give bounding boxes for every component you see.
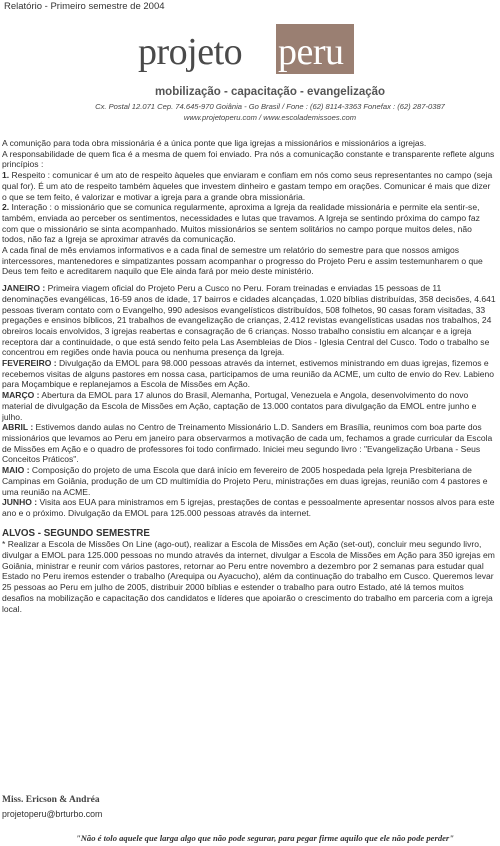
month-label: JUNHO : bbox=[2, 497, 38, 508]
report-label: Relatório - Primeiro semestre de 2004 bbox=[4, 1, 165, 12]
principle-respeito: 1. Respeito : comunicar é um ato de respeito àqueles que enviaram e confiam em nós como seus representantes no campo (seja qual for). É um ato de respeito também àqueles que investem dinheiro e gastam tempo em orações. Comunicar é mais que dizer o que se tem feito, é valorizar e motivar a igreja para a grande obra missionária. bbox=[2, 170, 493, 202]
contact-address: Cx. Postal 12.071 Cep. 74.645-970 Goiânia - Go Brasil / Fone : (62) 8114-3363 Fonefax : (62) 287-0387 bbox=[95, 102, 445, 111]
month-junho: JUNHO : Visita aos EUA para ministramos em 5 igrejas, prestações de contas e pessoalmente apresentar nossos alvos para este ano e o próximo. Divulgação da EMOL para 125.000 pessoas através da internet. bbox=[2, 497, 495, 518]
month-maio: MAIO : Composição do projeto de uma Escola que dará início em fevereiro de 2005 hospedada pela Igreja Presbiteriana de Campinas em Goiânia, produção de um CD multimídia do Projeto Peru, ministrações em duas igrejas, reunião com 4 pastores e uma reunião na ACME. bbox=[2, 465, 488, 497]
month-label: FEVEREIRO : bbox=[2, 358, 57, 369]
projeto-peru-logo bbox=[138, 20, 378, 80]
month-label: JANEIRO : bbox=[2, 283, 46, 294]
contact-email: projetoperu@brturbo.com bbox=[2, 809, 103, 819]
tagline: mobilização - capacitação - evangelização bbox=[154, 86, 386, 98]
logo-text-peru: peru bbox=[278, 31, 344, 73]
goals-title: ALVOS - SEGUNDO SEMESTRE bbox=[2, 527, 150, 539]
principle-number: 1. bbox=[2, 170, 10, 181]
report-body bbox=[2, 138, 496, 614]
month-abril: ABRIL : Estivemos dando aulas no Centro de Treinamento Missionário L.D. Sanders em Brasília, reunimos com boa parte dos missionários que levamos ao Peru em janeiro para observarmos a motivação de cada um, fechamos a grade curricular da Escola de Missões em Ação e o quadro de professores foi todo confirmado. Iniciei meu segundo livro : "Evangelização Urbana - Seus Conceitos Práticos". bbox=[2, 422, 493, 465]
month-marco: MARÇO : Abertura da EMOL para 17 alunos do Brasil, Alemanha, Portugal, Venezuela e Angola, desenvolvimento do novo material de divulgação da Escola de Missões em Ação, captação de 13.000 contatos para divulgação da EMOL entre junho e julho. bbox=[2, 390, 477, 422]
logo-text-projeto: projeto bbox=[138, 31, 243, 73]
contact-websites: www.projetoperu.com / www.escolademissoes.com bbox=[183, 112, 357, 122]
principle-interacao: 2. Interação : o missionário que se comunica regularmente, aproxima a Igreja da realidade missionária e permite ela sentir-se, também, enviada ao perceber os sentimentos, necessidades e lutas que travamos. A Igreja se sentindo próxima do campo faz com que o missionário se sinta acompanhado. Muitos missionários se sentem solitários no campo porque muitos deles, não todos, não faz a Igreja se aproximar através da comunicação. bbox=[2, 202, 480, 245]
signature: Miss. Ericson & Andréa bbox=[2, 795, 100, 805]
goals-text: * Realizar a Escola de Missões On Line (ago-out), realizar a Escola de Missões em Ação (set-out), concluir meu segundo livro, divulgar a EMOL para 125.000 pessoas no mundo através da internet, divulgar a Escola de Missões em Ação para 350 igrejas em Goiânia, ministrar e reunir com vários pastores, retornar ao Peru entre novembro a dezembro por 2 semanas para estudar qual Estado no Peru iremos estender o trabalho (Arequipa ou Ayacucho), além da continuação do trabalho em Cusco. Queremos levar 25 pessoas ao Peru em julho de 2005, distribuir 2000 bíblias e estender o trabalho para outro Estado, até lá temos muitos desafios na mobilização e capacitação dos candidatos e líderes que apoiarão o crescimento do trabalho em parceria com a igreja local. bbox=[2, 539, 495, 614]
contact-info bbox=[0, 102, 500, 123]
intro-paragraph-2: A responsabilidade de quem fica é a mesma de quem foi enviado. Pra nós a comunicação constante e transparente reflete alguns princípios : bbox=[2, 148, 495, 170]
month-label: MAIO : bbox=[2, 465, 30, 476]
month-label: ABRIL : bbox=[2, 422, 34, 433]
intro-paragraph-5: A cada final de mês enviamos informativos e a cada final de semestre um relatório do semestre para que nossos amigos intercessores, mantenedores e simpatizantes possam acompanhar o progresso do Projeto Peru e assim testemunharem o que Deus tem feito e acreditarem naquilo que Ele ainda fará por meio deste ministério. bbox=[2, 245, 483, 277]
closing-quote: "Não é tolo aquele que larga algo que não pode segurar, para pegar firme aquilo que ele não pode perder" bbox=[75, 833, 455, 843]
month-janeiro: JANEIRO : Primeira viagem oficial do Projeto Peru a Cusco no Peru. Foram treinadas e enviadas 15 pessoas de 11 denominações evangélicas, 16-59 anos de idade, 17 bairros e cidades alcançadas, 1.020 bíblias distribuídas, 358 decisões, 4.641 pessoas tiveram contato com o Evangelho, 990 adesisos evangelísticos distribuídos, 508 folhetos, 90 casas foram visitadas, 33 pregações e ensinos bíblicos, 21 trabalhos de evangelização de crianças, 2.412 revistas evangelísticas usadas nos trabalhos, 24 obreiros locais envolvidos, 3 igrejas reabertas e consagração de 6 crianças. Nosso trabalho consistiu em alcançar e a igreja receptora dar a continuidade, o que está sendo feito pela Las Asembleias de Dios - Iglesia Central del Cusco. Todo o trabalho se concentrou em regiões onde havia pouca ou nenhuma presença da Igreja. bbox=[2, 283, 496, 358]
month-label: MARÇO : bbox=[2, 390, 40, 401]
month-fevereiro: FEVEREIRO : Divulgação da EMOL para 98.000 pessoas através da internet, estivemos ministrando em duas igrejas, fizemos e recebemos visitas de alguns pastores em nossa casa, participamos de uma reunião da ACME, um culto de envio do Rev. Labieno para Moçambique e replanejamos a Escola de Missões em Ação. bbox=[2, 358, 495, 390]
intro-paragraph-1: A comunição para toda obra missionária é a única ponte que liga igrejas a missionários e missionários a igrejas. bbox=[2, 138, 427, 148]
principle-number: 2. bbox=[2, 202, 10, 213]
